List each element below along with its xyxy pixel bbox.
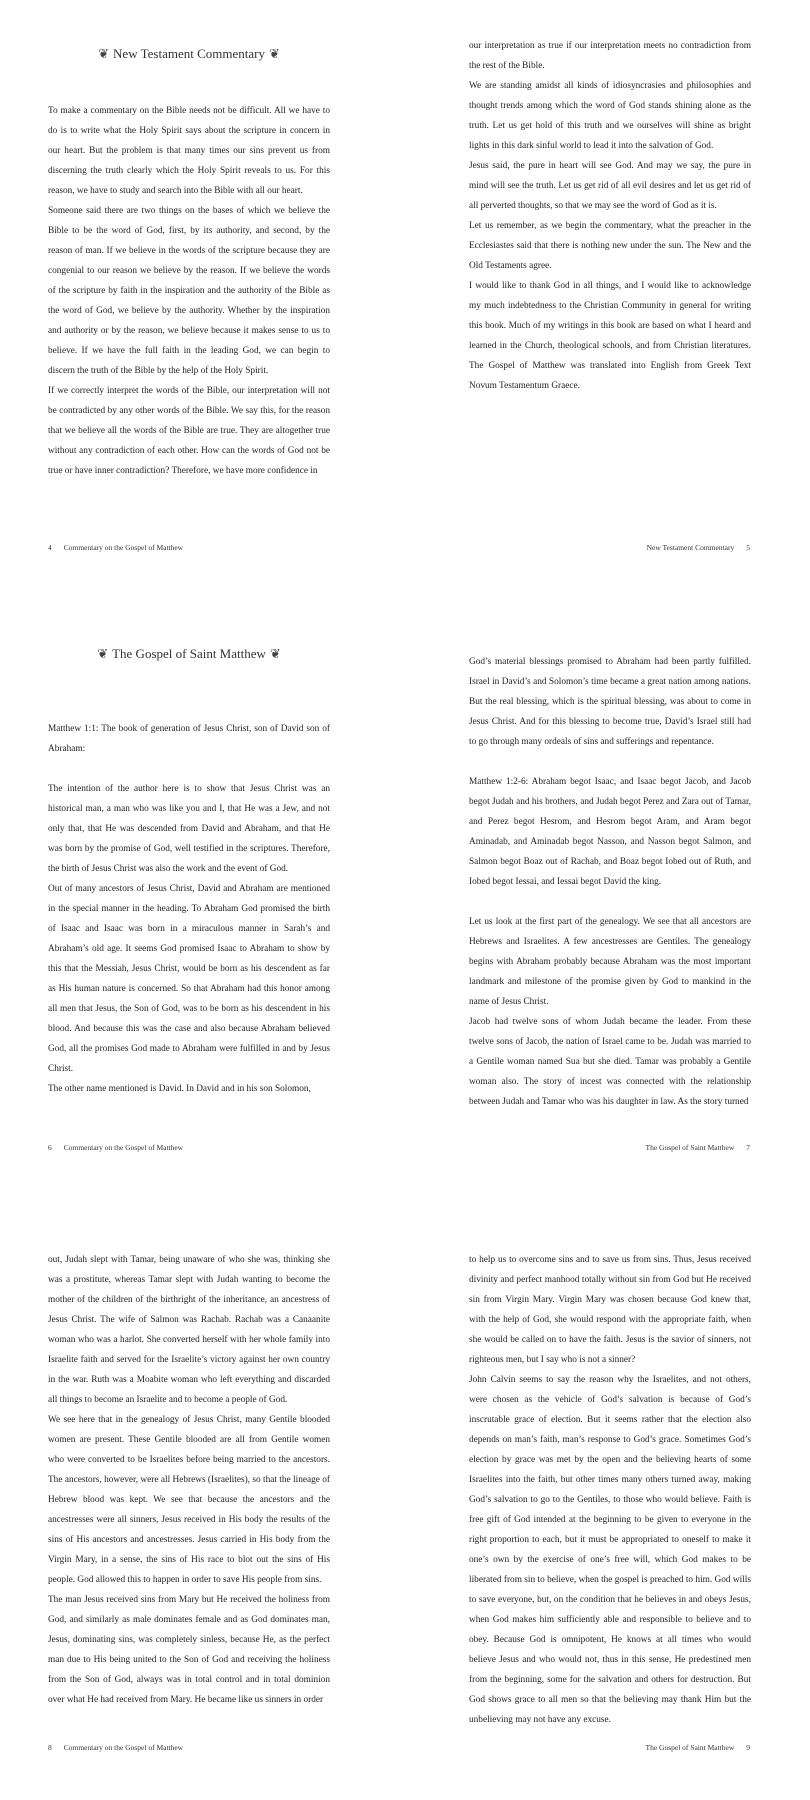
- paragraph: We are standing amidst all kinds of idiosyncrasies and philosophies and thought trends among which the word of God stands shining alone as the truth. Let us get hold of this truth and we ourselves will shine as bright lights in this dark sinful world to lead it into the salvation of God.: [469, 81, 751, 151]
- paragraph: John Calvin seems to say the reason why the Israelites, and not others, were chosen as the vehicle of God’s salvation is because of God’s inscrutable grace of election. But it seems rather that the election also depends on man’s faith, man’s response to God’s grace. Sometimes God’s election by grace was met by the open and the believing hearts of some Israelites into the faith, but other times many others turned away, making God’s salvation to go to the Gentiles, to those who would believe. Faith is free gift of God intended at the beginning to be given to everyone in the right proportion to each, but it must be appropriated to oneself to make it one’s own by the exercise of one’s free will, which God makes to be liberated from sin to believe, when the gospel is preached to him. God wills to save everyone, but, on the condition that he believes in and obeys Jesus, when God makes him sufficiently able and responsible to believe and to obey. Because God is omnipotent, He knows at all times who would believe Jesus and who would not, thus in this sense, He predestined men from the beginning, some for the salvation and others for destruction. But God shows grace to all men so that the believing may thank Him but the unbelieving may not have any excuse.: [469, 1375, 751, 1725]
- paragraph: Jacob had twelve sons of whom Judah became the leader. From these twelve sons of Jacob, the nation of Israel came to be. Judah was married to a Gentile woman named Sua but she died. Tamar was probably a Gentile woman also. The story of incest was connected with the relationship between Judah and Tamar who was his daughter in law. As the story turned: [469, 1017, 751, 1107]
- page-7: [405, 600, 810, 1200]
- page-6: [0, 600, 405, 1200]
- page-body: [469, 1250, 751, 1730]
- paragraph: Let us look at the first part of the genealogy. We see that all ancestors are Hebrews and Israelites. A few ancestresses are Gentiles. The genealogy begins with Abraham probably because Abraham was the most important landmark and milestone of the promise given by God to mankind in the name of Jesus Christ.: [469, 917, 751, 1007]
- ornament-right-icon: ❦: [268, 46, 280, 61]
- running-title: New Testament Commentary: [646, 543, 735, 552]
- heading-text: The Gospel of Saint Matthew: [112, 646, 266, 661]
- verse-reference: Matthew 1:1: The book of generation of Jesus Christ, son of David son of Abraham:: [48, 724, 330, 754]
- paragraph: Someone said there are two things on the bases of which we believe the Bible to be the word of God, first, by its authority, and second, by the reason of man. If we believe in the words of the scripture because they are congenial to our reason we believe by the reason. If we believe the words of the scripture by faith in the inspiration and the authority of the Bible as the word of God, we believe by the authority. Whether by the inspiration and authority or by the reason, we believe because it makes sense to us to believe. If we have the full faith in the leading God, we can begin to discern the truth of the Bible by the help of the Holy Spirit.: [48, 206, 330, 376]
- paragraph: Let us remember, as we begin the commentary, what the preacher in the Ecclesiastes said that there is nothing new under the sun. The New and the Old Testaments agree.: [469, 221, 751, 271]
- paragraph: The intention of the author here is to show that Jesus Christ was an historical man, a man who was like you and I, that He was a Jew, and not only that, that He was descended from David and Abraham, and that He was born by the promise of God, well testified in the scriptures. Therefore, the birth of Jesus Christ was also the work and the event of God.: [48, 784, 330, 874]
- page-footer: [646, 1143, 750, 1152]
- paragraph: To make a commentary on the Bible needs not be difficult. All we have to do is to write what the Holy Spirit says about the scripture in concern in our heart. But the problem is that many times our sins prevent us from discerning the truth clearly which the Holy Spirit reveals to us. For this reason, we have to study and search into the Bible with all our heart.: [48, 106, 330, 196]
- spacer: [48, 759, 330, 779]
- page-number: 7: [746, 1143, 750, 1152]
- page-number: 9: [746, 1743, 750, 1752]
- page-body: [48, 719, 330, 1099]
- page-body: [469, 652, 751, 1112]
- page-footer: [48, 543, 183, 552]
- page-body: [469, 36, 751, 396]
- page-footer: [647, 543, 750, 552]
- paragraph: The man Jesus received sins from Mary but He received the holiness from God, and similarly as male dominates female and as God dominates man, Jesus, dominating sins, was completely sinless, because He, as the perfect man due to His being united to the Son of God and receiving the holiness from the Son of God, always was in total control and in total dominion over what He had received from Mary. He became like us sinners in order: [48, 1595, 330, 1705]
- page-8: [0, 1200, 405, 1800]
- page-body: [48, 101, 330, 481]
- spacer: [469, 752, 751, 772]
- paragraph: to help us to overcome sins and to save us from sins. Thus, Jesus received divinity and perfect manhood totally without sin from God but He received sin from Virgin Mary. Virgin Mary was chosen because God knew that, with the help of God, she would respond with the appropriate faith, when she would be called on to have the faith. Jesus is the savior of sinners, not righteous men, but I say who is not a sinner?: [469, 1255, 751, 1365]
- page-body: [48, 1250, 330, 1710]
- page-heading: [48, 46, 330, 62]
- paragraph: We see here that in the genealogy of Jesus Christ, many Gentile blooded women are present. These Gentile blooded are all from Gentile women who were converted to be Israelites before being married to the ancestors. The ancestors, however, were all Hebrews (Israelites), so that the lineage of Hebrew blood was kept. We see that because the ancestors and the ancestresses were all sinners, Jesus received in His body the results of the sins of His ancestors and ancestresses. Jesus carried in His body from the Virgin Mary, in a sense, the sins of His race to blot out the sins of His people. God allowed this to happen in order to save His people from sins.: [48, 1415, 330, 1585]
- page-footer: [48, 1743, 183, 1752]
- page-number: 5: [746, 543, 750, 552]
- running-title: Commentary on the Gospel of Matthew: [63, 1143, 184, 1152]
- running-title: The Gospel of Saint Matthew: [645, 1743, 735, 1752]
- running-title: Commentary on the Gospel of Matthew: [63, 543, 184, 552]
- verse-reference: Matthew 1:2-6: Abraham begot Isaac, and Isaac begot Jacob, and Jacob begot Judah and his brothers, and Judah begot Perez and Zara out of Tamar, and Perez begot Hesrom, and Hesrom begot Aram, and Aram begot Aminadab, and Aminadab begot Nasson, and Nasson begot Salmon, and Salmon begot Boaz out of Rachab, and Boaz begot Iobed out of Ruth, and Iobed begot Iessai, and Iessai begot David the king.: [469, 777, 751, 887]
- ornament-left-icon: ❦: [98, 46, 110, 61]
- heading-text: New Testament Commentary: [113, 46, 265, 61]
- page-4: [0, 0, 405, 600]
- ornament-left-icon: ❦: [97, 646, 109, 661]
- paragraph: our interpretation as true if our interpretation meets no contradiction from the rest of the Bible.: [469, 41, 751, 71]
- page-9: [405, 1200, 810, 1800]
- paragraph: Out of many ancestors of Jesus Christ, David and Abraham are mentioned in the special manner in the heading. To Abraham God promised the birth of Isaac and Isaac was born in a miraculous manner in Sarah’s and Abraham’s old age. It seems God promised Isaac to Abraham to show by this that the Messiah, Jesus Christ, would be born as his descendent as far as His human nature is concerned. So that Abraham had this honor among all men that Jesus, the Son of God, was to be born as his descendent in his blood. And because this was the case and also because Abraham believed God, all the promises God made to Abraham were fulfilled in and by Jesus Christ.: [48, 884, 330, 1074]
- ornament-right-icon: ❦: [269, 646, 281, 661]
- running-title: Commentary on the Gospel of Matthew: [63, 1743, 184, 1752]
- page-number: 6: [48, 1143, 52, 1152]
- paragraph: If we correctly interpret the words of the Bible, our interpretation will not be contradicted by any other words of the Bible. We say this, for the reason that we believe all the words of the Bible are true. They are altogether true without any contradiction of each other. How can the words of God not be true or have inner contradiction? Therefore, we have more confidence in: [48, 386, 330, 476]
- paragraph: The other name mentioned is David. In David and in his son Solomon,: [48, 1084, 311, 1094]
- page-number: 4: [48, 543, 52, 552]
- page-footer: [646, 1743, 750, 1752]
- page-5: [405, 0, 810, 600]
- spacer: [469, 892, 751, 912]
- running-title: The Gospel of Saint Matthew: [645, 1143, 735, 1152]
- page-footer: [48, 1143, 183, 1152]
- paragraph: I would like to thank God in all things, and I would like to acknowledge my much indebtedness to the Christian Community in general for writing this book. Much of my writings in this book are based on what I heard and learned in the Church, theological schools, and from Christian literatures. The Gospel of Matthew was translated into English from Greek Text Novum Testamentum Graece.: [469, 281, 751, 391]
- paragraph: God’s material blessings promised to Abraham had been partly fulfilled. Israel in David’s and Solomon’s time became a great nation among nations. But the real blessing, which is the spiritual blessing, was about to come in Jesus Christ. And for this blessing to become true, David’s Israel still had to go through many ordeals of sins and sufferings and repentance.: [469, 657, 751, 747]
- page-number: 8: [48, 1743, 52, 1752]
- paragraph: Jesus said, the pure in heart will see God. And may we say, the pure in mind will see the truth. Let us get rid of all evil desires and let us get rid of all perverted thoughts, so that we may see the word of God as it is.: [469, 161, 751, 211]
- paragraph: out, Judah slept with Tamar, being unaware of who she was, thinking she was a prostitute, whereas Tamar slept with Judah wanting to become the mother of the children of the birthright of the inheritance, an ancestress of Jesus Christ. The wife of Salmon was Rachab. Rachab was a Canaanite woman who was a harlot. She converted herself with her whole family into Israelite faith and served for the Israelite’s victory against her own country in the war. Ruth was a Moabite woman who left everything and discarded all things to become an Israelite and to become a people of God.: [48, 1255, 330, 1405]
- page-heading: [48, 646, 330, 662]
